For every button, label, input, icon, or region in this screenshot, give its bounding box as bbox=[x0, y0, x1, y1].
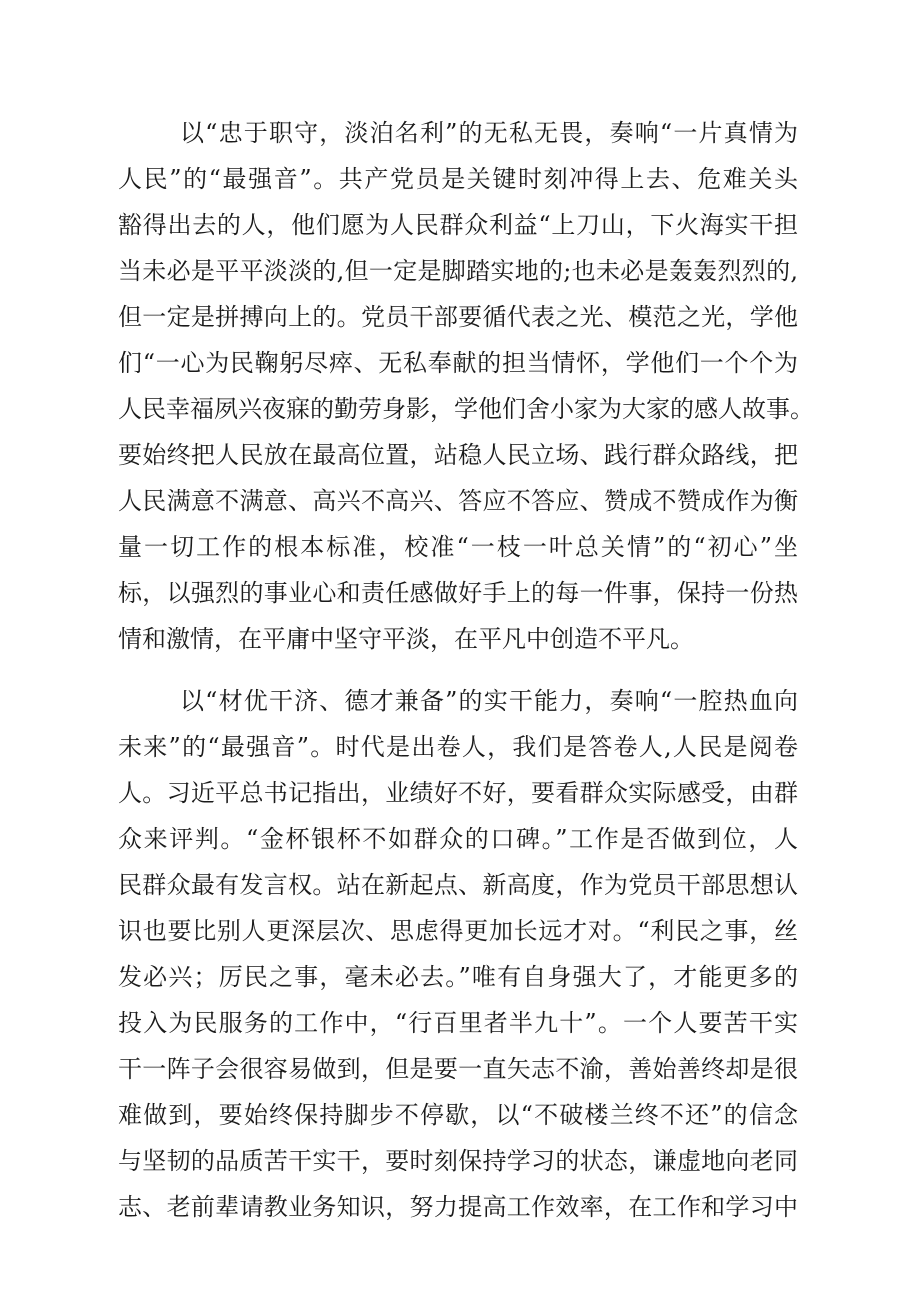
paragraph-line: 要始终把人民放在最高位置，站稳人民立场、践行群众路线，把 bbox=[118, 441, 798, 469]
paragraph-line: 众来评判。“金杯银杯不如群众的口碑。”工作是否做到位，人 bbox=[118, 825, 798, 853]
paragraph-line: 与坚韧的品质苦干实干，要时刻保持学习的状态，谦虚地向老同 bbox=[118, 1147, 798, 1175]
paragraph-line: 豁得出去的人，他们愿为人民群众利益“上刀山，下火海实干担 bbox=[118, 211, 798, 239]
paragraph-line: 们“一心为民鞠躬尽瘁、无私奉献的担当情怀，学他们一个个为 bbox=[118, 349, 798, 377]
paragraph-line: 人民”的“最强音”。共产党员是关键时刻冲得上去、危难关头 bbox=[118, 165, 798, 193]
paragraph-line: 以“忠于职守，淡泊名利”的无私无畏，奏响“一片真情为 bbox=[180, 119, 798, 147]
paragraph-line: 志、老前辈请教业务知识，努力提高工作效率，在工作和学习中 bbox=[118, 1193, 798, 1221]
paragraph-line: 干一阵子会很容易做到，但是要一直矢志不渝，善始善终却是很 bbox=[118, 1055, 798, 1083]
paragraph-line: 人民满意不满意、高兴不高兴、答应不答应、赞成不赞成作为衡 bbox=[118, 487, 798, 515]
paragraph-line: 发必兴；厉民之事，毫未必去。”唯有自身强大了，才能更多的 bbox=[118, 963, 798, 991]
paragraph-line: 标，以强烈的事业心和责任感做好手上的每一件事，保持一份热 bbox=[118, 579, 798, 607]
paragraph-line: 民群众最有发言权。站在新起点、新高度，作为党员干部思想认 bbox=[118, 871, 798, 899]
paragraph-line: 当未必是平平淡淡的,但一定是脚踏实地的;也未必是轰轰烈烈的, bbox=[118, 257, 798, 285]
paragraph-line: 投入为民服务的工作中，“行百里者半九十”。一个人要苦干实 bbox=[118, 1009, 798, 1037]
paragraph-line: 以“材优干济、德才兼备”的实干能力，奏响“一腔热血向 bbox=[180, 687, 798, 715]
paragraph-line: 难做到，要始终保持脚步不停歇，以“不破楼兰终不还”的信念 bbox=[118, 1101, 798, 1129]
paragraph-line: 人民幸福夙兴夜寐的勤劳身影，学他们舍小家为大家的感人故事。 bbox=[118, 395, 814, 423]
paragraph-line: 人。习近平总书记指出，业绩好不好，要看群众实际感受，由群 bbox=[118, 779, 798, 807]
paragraph-line: 识也要比别人更深层次、思虑得更加长远才对。“利民之事，丝 bbox=[118, 917, 798, 945]
paragraph-line: 但一定是拼搏向上的。党员干部要循代表之光、模范之光，学他 bbox=[118, 303, 798, 331]
paragraph-line: 量一切工作的根本标准，校准“一枝一叶总关情”的“初心”坐 bbox=[118, 533, 798, 561]
paragraph-line: 未来”的“最强音”。时代是出卷人，我们是答卷人,人民是阅卷 bbox=[118, 733, 798, 761]
paragraph-line: 情和激情，在平庸中坚守平淡，在平凡中创造不平凡。 bbox=[118, 625, 694, 653]
